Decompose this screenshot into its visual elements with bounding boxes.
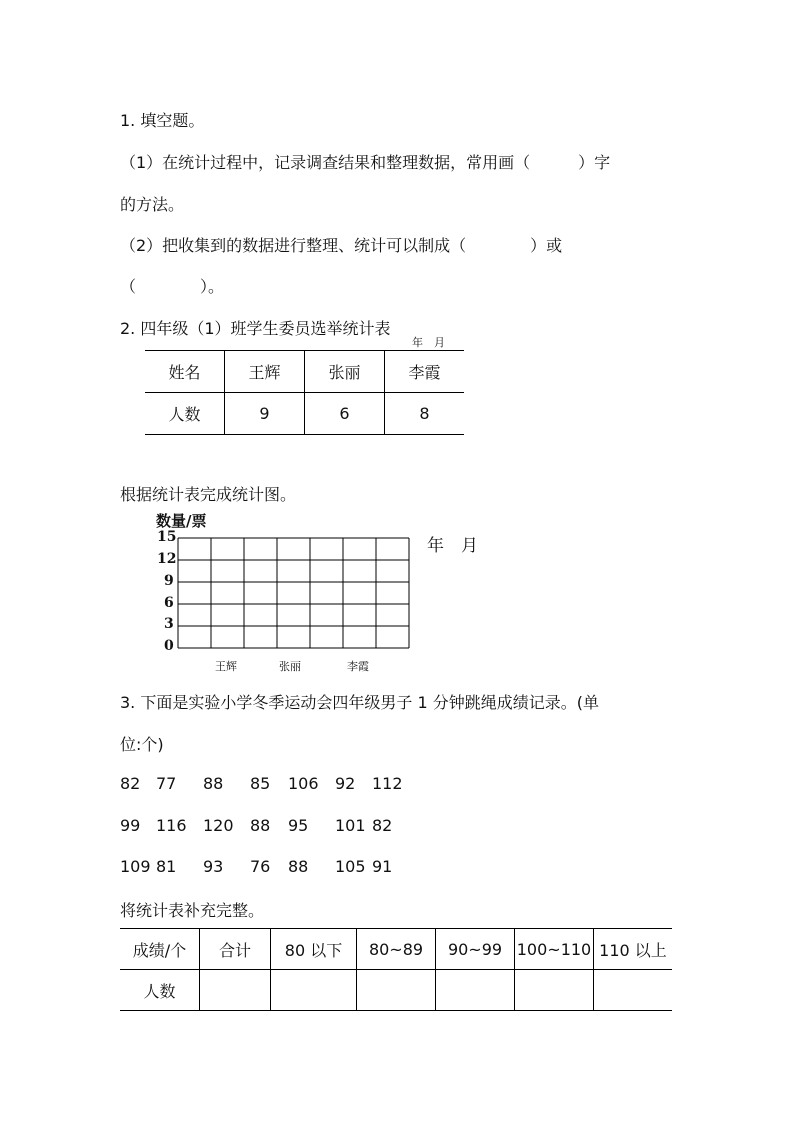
table-row <box>120 929 672 970</box>
row-label: 人数 <box>145 393 225 435</box>
score-value: 116 <box>156 816 187 835</box>
chart-ylabel: 数量/票 <box>156 512 207 530</box>
y-tick: 0 <box>164 638 174 654</box>
header-cell: 合计 <box>200 929 271 970</box>
score-value: 95 <box>288 816 309 835</box>
header-cell: 90~99 <box>436 929 515 970</box>
score-table <box>120 928 672 1011</box>
value-cell: 8 <box>385 393 465 435</box>
header-cell: 姓名 <box>145 351 225 393</box>
q2-instruction: 根据统计表完成统计图。 <box>120 485 297 504</box>
y-tick: 9 <box>164 573 174 589</box>
score-value: 88 <box>288 857 309 876</box>
header-cell: 100~110 <box>515 929 594 970</box>
score-value: 76 <box>250 857 271 876</box>
header-cell: 成绩/个 <box>120 929 200 970</box>
row-label: 人数 <box>120 970 200 1011</box>
q2-title: 2. 四年级（1）班学生委员选举统计表 <box>120 319 391 338</box>
election-table <box>145 350 464 435</box>
y-tick: 12 <box>157 551 177 567</box>
answer-cell[interactable] <box>515 970 594 1011</box>
header-cell: 李霞 <box>385 351 465 393</box>
score-value: 91 <box>372 857 393 876</box>
chart-date: 年 月 <box>427 536 478 556</box>
score-value: 77 <box>156 774 177 793</box>
x-label: 张丽 <box>279 660 301 673</box>
y-tick: 3 <box>164 616 174 632</box>
answer-cell[interactable] <box>200 970 271 1011</box>
score-value: 93 <box>203 857 224 876</box>
score-value: 88 <box>203 774 224 793</box>
answer-cell[interactable] <box>436 970 515 1011</box>
q3-title-line2: 位:个) <box>120 735 164 754</box>
table-row <box>145 351 464 393</box>
score-value: 92 <box>335 774 356 793</box>
q1-part2-line1: （2）把收集到的数据进行整理、统计可以制成（ ）或 <box>120 236 563 255</box>
q2-table-date: 年 月 <box>412 336 445 349</box>
value-cell: 6 <box>305 393 385 435</box>
chart-grid <box>150 510 450 680</box>
q1-title: 1. 填空题。 <box>120 111 205 130</box>
header-cell: 110 以上 <box>594 929 673 970</box>
header-cell: 张丽 <box>305 351 385 393</box>
y-tick: 15 <box>157 529 177 545</box>
table-row <box>120 970 672 1011</box>
y-tick: 6 <box>164 595 174 611</box>
answer-cell[interactable] <box>357 970 436 1011</box>
q3-instruction: 将统计表补充完整。 <box>120 901 265 920</box>
answer-cell[interactable] <box>271 970 357 1011</box>
score-value: 88 <box>250 816 271 835</box>
header-cell: 80 以下 <box>271 929 357 970</box>
q3-title-line1: 3. 下面是实验小学冬季运动会四年级男子 1 分钟跳绳成绩记录。(单 <box>120 693 599 712</box>
header-cell: 王辉 <box>225 351 305 393</box>
q1-part1-line1: （1）在统计过程中，记录调查结果和整理数据，常用画（ ）字 <box>120 153 611 172</box>
score-value: 85 <box>250 774 271 793</box>
vote-chart <box>150 510 450 680</box>
q1-part1-line2: 的方法。 <box>120 195 185 214</box>
x-label: 王辉 <box>215 660 237 673</box>
score-value: 109 <box>120 857 151 876</box>
header-cell: 80~89 <box>357 929 436 970</box>
x-label: 李霞 <box>347 660 369 673</box>
score-value: 105 <box>335 857 366 876</box>
score-value: 120 <box>203 816 234 835</box>
score-value: 81 <box>156 857 177 876</box>
value-cell: 9 <box>225 393 305 435</box>
score-value: 106 <box>288 774 319 793</box>
score-value: 82 <box>120 774 141 793</box>
score-value: 112 <box>372 774 403 793</box>
answer-cell[interactable] <box>594 970 673 1011</box>
score-value: 82 <box>372 816 393 835</box>
score-value: 99 <box>120 816 141 835</box>
q1-part2-line2: （ ）。 <box>120 277 225 296</box>
score-value: 101 <box>335 816 366 835</box>
table-row <box>145 393 464 435</box>
